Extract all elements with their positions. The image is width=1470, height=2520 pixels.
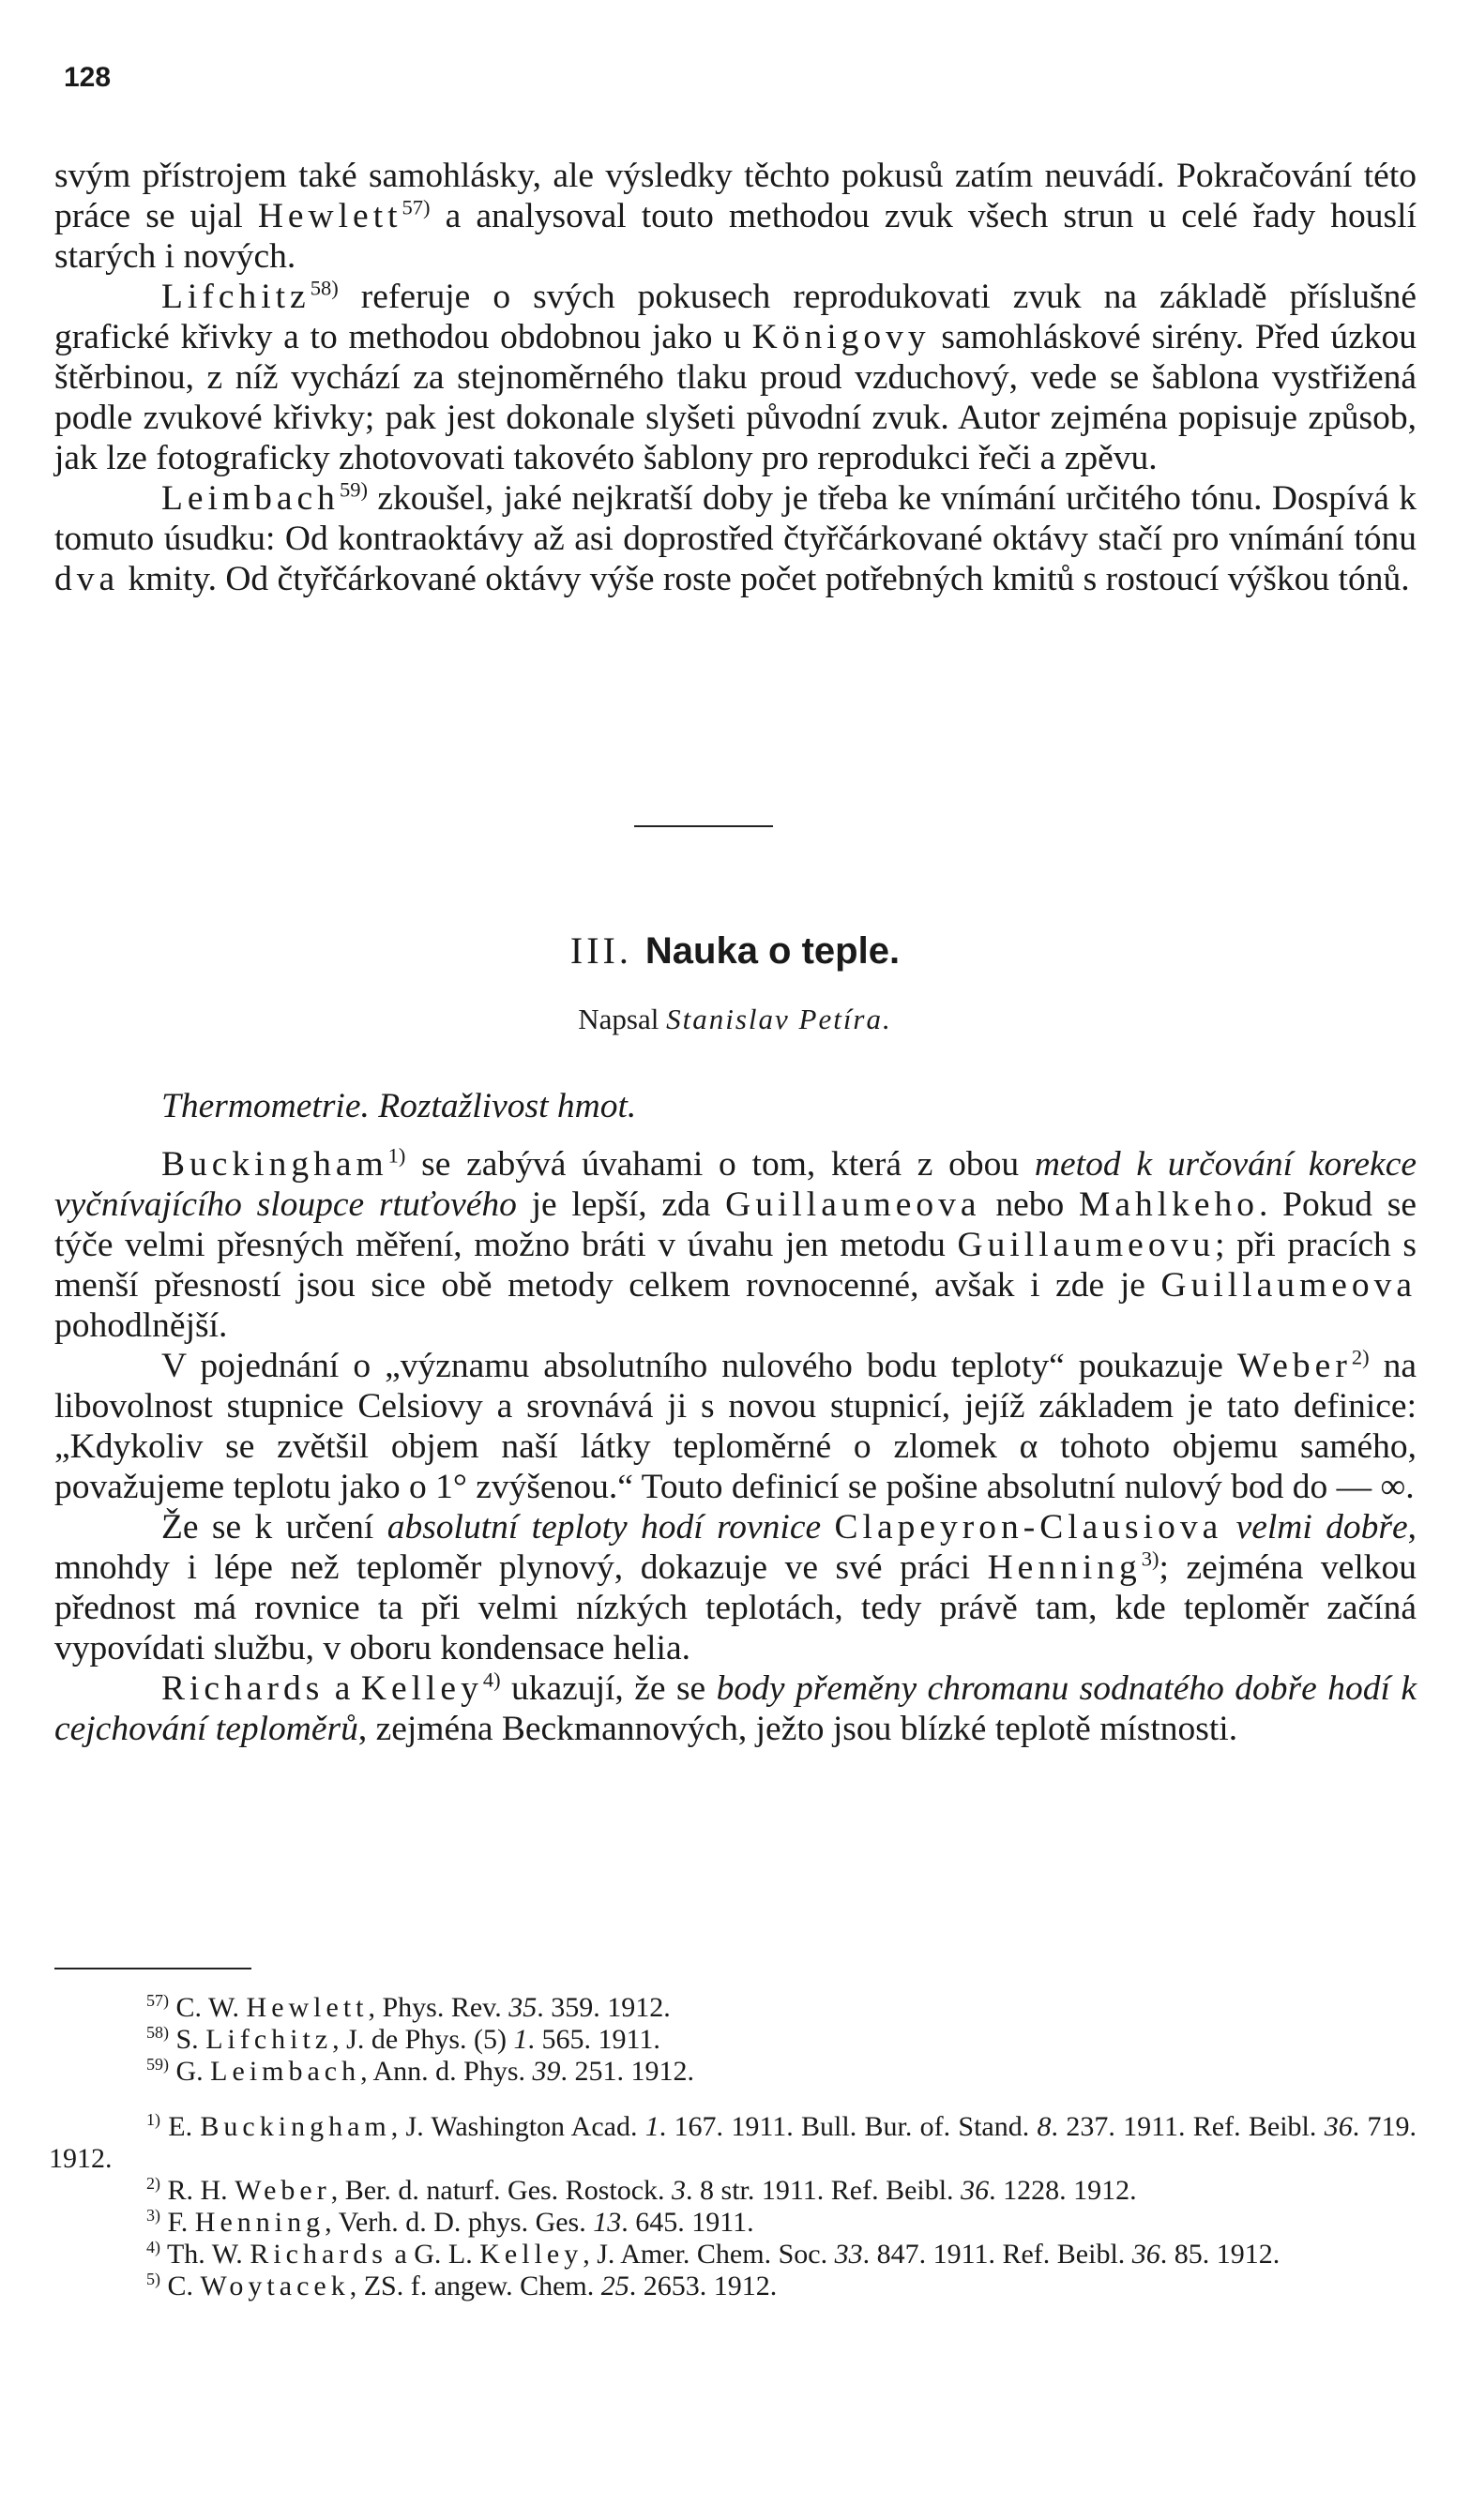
italic-text: 1 [513,2024,528,2055]
footnote-marker: 57) [146,1991,169,2010]
paragraph [54,1144,1417,1346]
italic-text: 13 [593,2207,622,2238]
spaced-name: Mahlkeho [1078,1185,1260,1224]
footnote-marker: 4) [146,2238,160,2256]
text-run [821,1508,834,1547]
italic-text: 39 [532,2056,561,2087]
text-run: , Verh. d. D. phys. Ges. [325,2207,594,2238]
text-run: a [324,1669,361,1708]
body-text-bottom [54,1144,1417,1749]
spaced-name: Guillaumeova [725,1185,981,1224]
spaced-name: Leimbach [161,479,340,518]
text-run: na libovolnost stupnice Celsiovy a srovnává ji s novou stupnicí, jejíž základem je tato definice: „Kdykoliv se zvětšil objem naší látky teploměrné o zlomek α tohoto objemu samého, považujeme teplotu jako o 1° zvýšenou.“ Touto definicí se pošine absolutní nulový bod do — ∞. [54,1347,1417,1506]
text-run: E. [160,2111,201,2142]
footnote-marker: 1) [387,1143,406,1168]
spaced-name: Henning [987,1548,1142,1587]
text-run: , ZS. f. angew. Chem. [349,2271,601,2301]
text-run: , Ann. d. Phys. [360,2056,533,2087]
text-run: . 1228. 1912. [989,2175,1137,2206]
text-run: . 847. 1911. Ref. Beibl. [862,2239,1132,2270]
footnote [49,1992,1417,2024]
italic-text: 1 [644,2111,659,2142]
text-run: a G. L. [386,2239,480,2270]
text-run: . 251. 1912. [560,2056,694,2087]
italic-text: 3 [672,2175,687,2206]
paragraph [54,478,1417,599]
spaced-name: dva [54,560,120,598]
spaced-name: Richards [161,1669,325,1708]
italic-text: 36 [1324,2111,1353,2142]
text-run: referuje o svých pokusech reprodukovati zvuk na základě příslušné grafické křivky a to methodou obdobnou jako u [54,278,1417,356]
text-run: . 645. 1911. [621,2207,754,2238]
text-run: , zejména Beckmannových, ježto jsou blízké teplotě místnosti. [357,1710,1238,1748]
spaced-name: Guillaumeovu [957,1226,1216,1264]
footnote-rule [54,1968,251,1969]
author-prefix: Napsal [578,1003,667,1035]
footnote-marker: 1) [146,2110,160,2129]
footnote-marker: 2) [146,2174,160,2193]
text-run: a analysoval touto methodou zvuk všech strun u celé řady houslí starých i nových. [54,197,1417,276]
text-run: Že se k určení [161,1508,387,1547]
italic-text: 8 [1037,2111,1052,2142]
text-run: . 8 str. 1911. Ref. Beibl. [686,2175,962,2206]
subheading: Thermometrie. Roztažlivost hmot. [161,1087,637,1125]
text-run: pohodlnější. [54,1306,228,1345]
italic-text: body přeměny chromanu sodnatého dobře hodí k cejchování teploměrů [54,1669,1417,1748]
footnote [49,2024,1417,2056]
text-run: . 719. 1912. [49,2111,1417,2174]
text-run: , J. Washington Acad. [390,2111,645,2142]
italic-text: 33 [834,2239,863,2270]
text-run: C. [160,2271,201,2301]
text-run: . Pokud se týče velmi přesných měření, možno bráti v úvahu jen metodu [54,1185,1417,1264]
spaced-name: Clapeyron-Clausiova [834,1508,1223,1547]
text-run: G. [169,2056,211,2087]
footnote-marker: 57) [402,195,431,219]
paragraph [54,1507,1417,1668]
text-run: ukazují, že se [500,1669,717,1708]
text-run: zkoušel, jaké nejkratší doby je třeba ke vnímání určitého tónu. Dospívá k tomuto úsudku: Od kontraoktávy až asi doprostřed čtyřčárkované oktávy stačí pro vnímání tónu [54,479,1417,558]
italic-text: 25 [600,2271,629,2301]
paragraph [54,1346,1417,1507]
footnote-marker: 5) [146,2270,160,2288]
spaced-name: Woytacek [200,2271,350,2301]
spaced-name: Lifchitz [205,2024,333,2055]
section-numeral: III. [569,929,632,972]
footnote [49,2056,1417,2088]
text-run: , Phys. Rev. [368,1992,509,2023]
spaced-name: Hewlett [257,197,402,235]
text-run: . 237. 1911. Ref. Beibl. [1051,2111,1325,2142]
text-run: V pojednání o „významu absolutního nulového bodu teploty“ poukazuje [161,1347,1237,1385]
text-run: . 359. 1912. [537,1992,671,2023]
spaced-name: Weber [235,2175,331,2206]
section-title: Nauka o teple. [644,930,901,972]
text-run: samohláskové sirény. Před úzkou štěrbinou, z níž vychází za stejnoměrného tlaku proud vzduchový, vede se šablona vystřižená podle zvukové křivky; pak jest dokonale slyšeti původní zvuk. Autor zejména popisuje způsob, jak lze fotograficky zhotovovati takovéto šablony pro reprodukci řeči a zpěvu. [54,318,1417,477]
italic-text: metod k určování korekce vyčnívajícího sloupce rtuťového [54,1145,1417,1224]
spaced-name: Lifchitz [161,278,311,316]
section-divider [634,825,773,827]
italic-text: 35 [508,1992,538,2023]
spaced-name: Buckingham [200,2111,391,2142]
text-run: se zabývá úvahami o tom, která z obou [405,1145,1035,1184]
text-run: . 85. 1912. [1159,2239,1281,2270]
text-run: F. [160,2207,195,2238]
text-run: svým přístrojem také samohlásky, ale výsledky těchto pokusů zatím neuvádí. Pokračování této práce se ujal [54,157,1417,235]
paragraph [54,156,1417,277]
italic-text: 36 [1131,2239,1160,2270]
footnote-marker: 58) [146,2023,169,2042]
spaced-name: Weber [1236,1347,1352,1385]
paragraph [54,277,1417,478]
footnote-marker: 3) [1141,1547,1159,1571]
footnotes-current-section [49,2111,1417,2302]
text-run: . 167. 1911. Bull. Bur. of. Stand. [659,2111,1038,2142]
section-author [0,1003,1470,1036]
text-run: je lepší, zda [516,1185,726,1224]
footnote-marker: 58) [310,276,339,300]
spaced-name: Königovy [751,318,931,356]
text-run: . 2653. 1912. [629,2271,778,2301]
spaced-name: Kelley [360,1669,483,1708]
spaced-name: Buckingham [161,1145,388,1184]
footnote-marker: 4) [482,1667,501,1692]
italic-text: velmi dobře [1235,1508,1408,1547]
italic-text: absolutní teploty hodí rovnice [386,1508,822,1547]
footnote [49,2111,1417,2175]
footnote [49,2271,1417,2302]
spaced-name: Henning [194,2207,326,2238]
footnote-marker: 59) [146,2055,169,2074]
text-run: . 565. 1911. [527,2024,660,2055]
text-run: C. W. [169,1992,247,2023]
footnotes-previous-section [49,1992,1417,2088]
section-heading [0,928,1470,973]
spaced-name: Hewlett [246,1992,369,2023]
page-number: 128 [64,62,112,93]
spaced-name: Leimbach [210,2056,361,2087]
text-run: kmity. Od čtyřčárkované oktávy výše roste počet potřebných kmitů s rostoucí výškou tónů. [119,560,1410,598]
text-run: Th. W. [160,2239,250,2270]
footnote-marker: 2) [1351,1345,1370,1369]
text-run: ; při pracích s menší přesností jsou sice obě metody celkem rovnocenné, avšak i zde je [54,1226,1417,1305]
text-run: ; zejména velkou přednost má rovnice ta při velmi nízkých teplotách, tedy právě tam, kde teploměr začíná vypovídati službu, v oboru kondensace helia. [54,1548,1417,1667]
text-run [1222,1508,1235,1547]
text-run: , mnohdy i lépe než teploměr plynový, dokazuje ve své práci [54,1508,1417,1587]
text-run: S. [169,2024,206,2055]
spaced-name: Richards [250,2239,387,2270]
footnote [49,2175,1417,2207]
body-text-top [54,156,1417,599]
text-run: , Ber. d. naturf. Ges. Rostock. [330,2175,673,2206]
italic-text: 36 [961,2175,990,2206]
footnote-marker: 59) [339,477,368,502]
paragraph [54,1668,1417,1749]
spaced-name: Kelley [479,2239,583,2270]
footnote [49,2207,1417,2239]
footnote [49,2239,1417,2271]
text-run: , J. de Phys. (5) [332,2024,514,2055]
spaced-name: Guillaumeova [1160,1266,1417,1305]
author-name: Stanislav Petíra. [666,1003,892,1035]
footnote-marker: 3) [146,2206,160,2225]
text-run: R. H. [160,2175,235,2206]
text-run: nebo [980,1185,1079,1224]
text-run: , J. Amer. Chem. Soc. [583,2239,835,2270]
